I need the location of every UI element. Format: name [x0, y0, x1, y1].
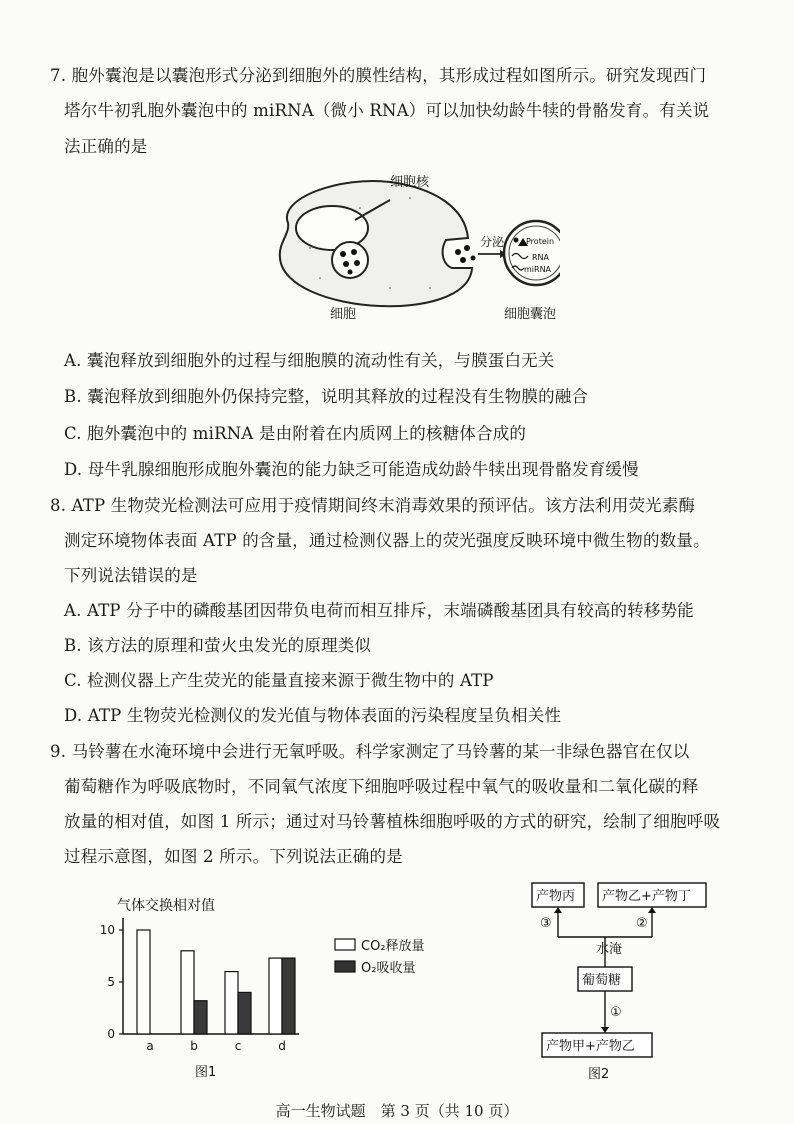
q9-stem-line-4: 过程示意图，如图 2 所示。下列说法正确的是 — [64, 847, 403, 866]
bar-o2-d — [282, 958, 295, 1034]
q8-stem-line-3: 下列说法错误的是 — [64, 566, 198, 585]
y-tick-label: 10 — [99, 923, 115, 937]
bar-co2-d — [269, 958, 282, 1034]
box-product-ab-label: 产物甲+产物乙 — [546, 1039, 635, 1054]
x-tick-label-b: b — [190, 1039, 198, 1053]
bar-co2-a — [137, 930, 150, 1034]
q7-stem-line-3: 法正确的是 — [64, 137, 148, 156]
legend-label-co2: CO₂释放量 — [361, 939, 425, 954]
chart-title: 气体交换相对值 — [117, 898, 215, 914]
secrete-label: 分泌 — [480, 235, 505, 249]
q8-option-b: B. 该方法的原理和萤火虫发光的原理类似 — [64, 636, 372, 655]
cell-caption: 细胞 — [330, 307, 357, 322]
x-tick-label-d: d — [278, 1039, 286, 1053]
mirna-label: miRNA — [524, 265, 552, 274]
q7-stem-line-1: 7. 胞外囊泡是以囊泡形式分泌到细胞外的膜性结构，其形成过程如图所示。研究发现西门 — [50, 66, 707, 85]
rna-label: RNA — [532, 253, 550, 262]
path-mark-2: ② — [636, 916, 648, 931]
figure-1-bar-chart — [95, 888, 475, 1084]
q8-option-a: A. ATP 分子中的磷酸基团因带负电荷而相互排斥，末端磷酸基团具有较高的转移势能 — [64, 601, 694, 620]
vesicle-caption: 细胞囊泡 — [504, 307, 557, 322]
q8-stem-line-2: 测定环境物体表面 ATP 的含量，通过检测仪器上的荧光强度反映环境中微生物的数量。 — [64, 531, 710, 550]
bar-co2-b — [181, 951, 194, 1034]
q9-stem-line-1: 9. 马铃薯在水淹环境中会进行无氧呼吸。科学家测定了马铃薯的某一非绿色器官在仅以 — [50, 742, 690, 761]
legend-swatch-co2 — [335, 939, 355, 950]
bar-co2-c — [225, 972, 238, 1034]
legend-label-o2: O₂吸收量 — [361, 961, 416, 976]
bar-o2-c — [238, 992, 251, 1034]
x-tick-label-c: c — [234, 1039, 242, 1053]
nucleus-label: 细胞核 — [390, 175, 430, 190]
figure-1-caption: 图1 — [195, 1065, 217, 1080]
q7-figure-vesicle-formation — [260, 168, 560, 326]
x-tick-label-a: a — [146, 1039, 154, 1053]
q8-option-c: C. 检测仪器上产生荧光的能量直接来源于微生物中的 ATP — [64, 671, 494, 690]
path-mark-3: ③ — [540, 916, 552, 931]
figure-2-caption: 图2 — [588, 1067, 610, 1082]
q7-option-c: C. 胞外囊泡中的 miRNA 是由附着在内质网上的核糖体合成的 — [64, 424, 527, 443]
figure-2-respiration-diagram — [520, 875, 750, 1085]
path-mark-1: ① — [610, 1005, 622, 1020]
q9-stem-line-3: 放量的相对值，如图 1 所示；通过对马铃薯植株细胞呼吸的方式的研究，绘制了细胞呼吸 — [64, 812, 721, 831]
box-product-c-label: 产物丙 — [536, 889, 576, 904]
bar-o2-b — [194, 1001, 207, 1034]
legend-swatch-o2 — [335, 961, 355, 972]
q9-stem-line-2: 葡萄糖作为呼吸底物时，不同氧气浓度下细胞呼吸过程中氧气的吸收量和二氧化碳的释 — [64, 777, 699, 796]
y-tick-label: 0 — [107, 1027, 115, 1041]
y-tick-label: 5 — [107, 975, 115, 989]
box-product-bd-label: 产物乙+产物丁 — [602, 889, 691, 904]
q8-option-d: D. ATP 生物荧光检测仪的发光值与物体表面的污染程度呈负相关性 — [64, 706, 562, 725]
flood-label: 水淹 — [596, 942, 623, 957]
q7-stem-line-2: 塔尔牛初乳胞外囊泡中的 miRNA（微小 RNA）可以加快幼龄牛犊的骨骼发育。有关说 — [64, 101, 710, 120]
box-glucose-label: 葡萄糖 — [582, 973, 622, 988]
protein-label: Protein — [526, 237, 555, 246]
q8-stem-line-1: 8. ATP 生物荧光检测法可应用于疫情期间终末消毒效果的预评估。该方法利用荧光素酶 — [50, 496, 696, 515]
q7-option-b: B. 囊泡释放到细胞外仍保持完整，说明其释放的过程没有生物膜的融合 — [64, 387, 589, 406]
page-footer: 高一生物试题 第 3 页（共 10 页） — [275, 1102, 519, 1120]
q7-option-a: A. 囊泡释放到细胞外的过程与细胞膜的流动性有关，与膜蛋白无关 — [64, 351, 555, 370]
q7-option-d: D. 母牛乳腺细胞形成胞外囊泡的能力缺乏可能造成幼龄牛犊出现骨骼发育缓慢 — [64, 460, 639, 479]
